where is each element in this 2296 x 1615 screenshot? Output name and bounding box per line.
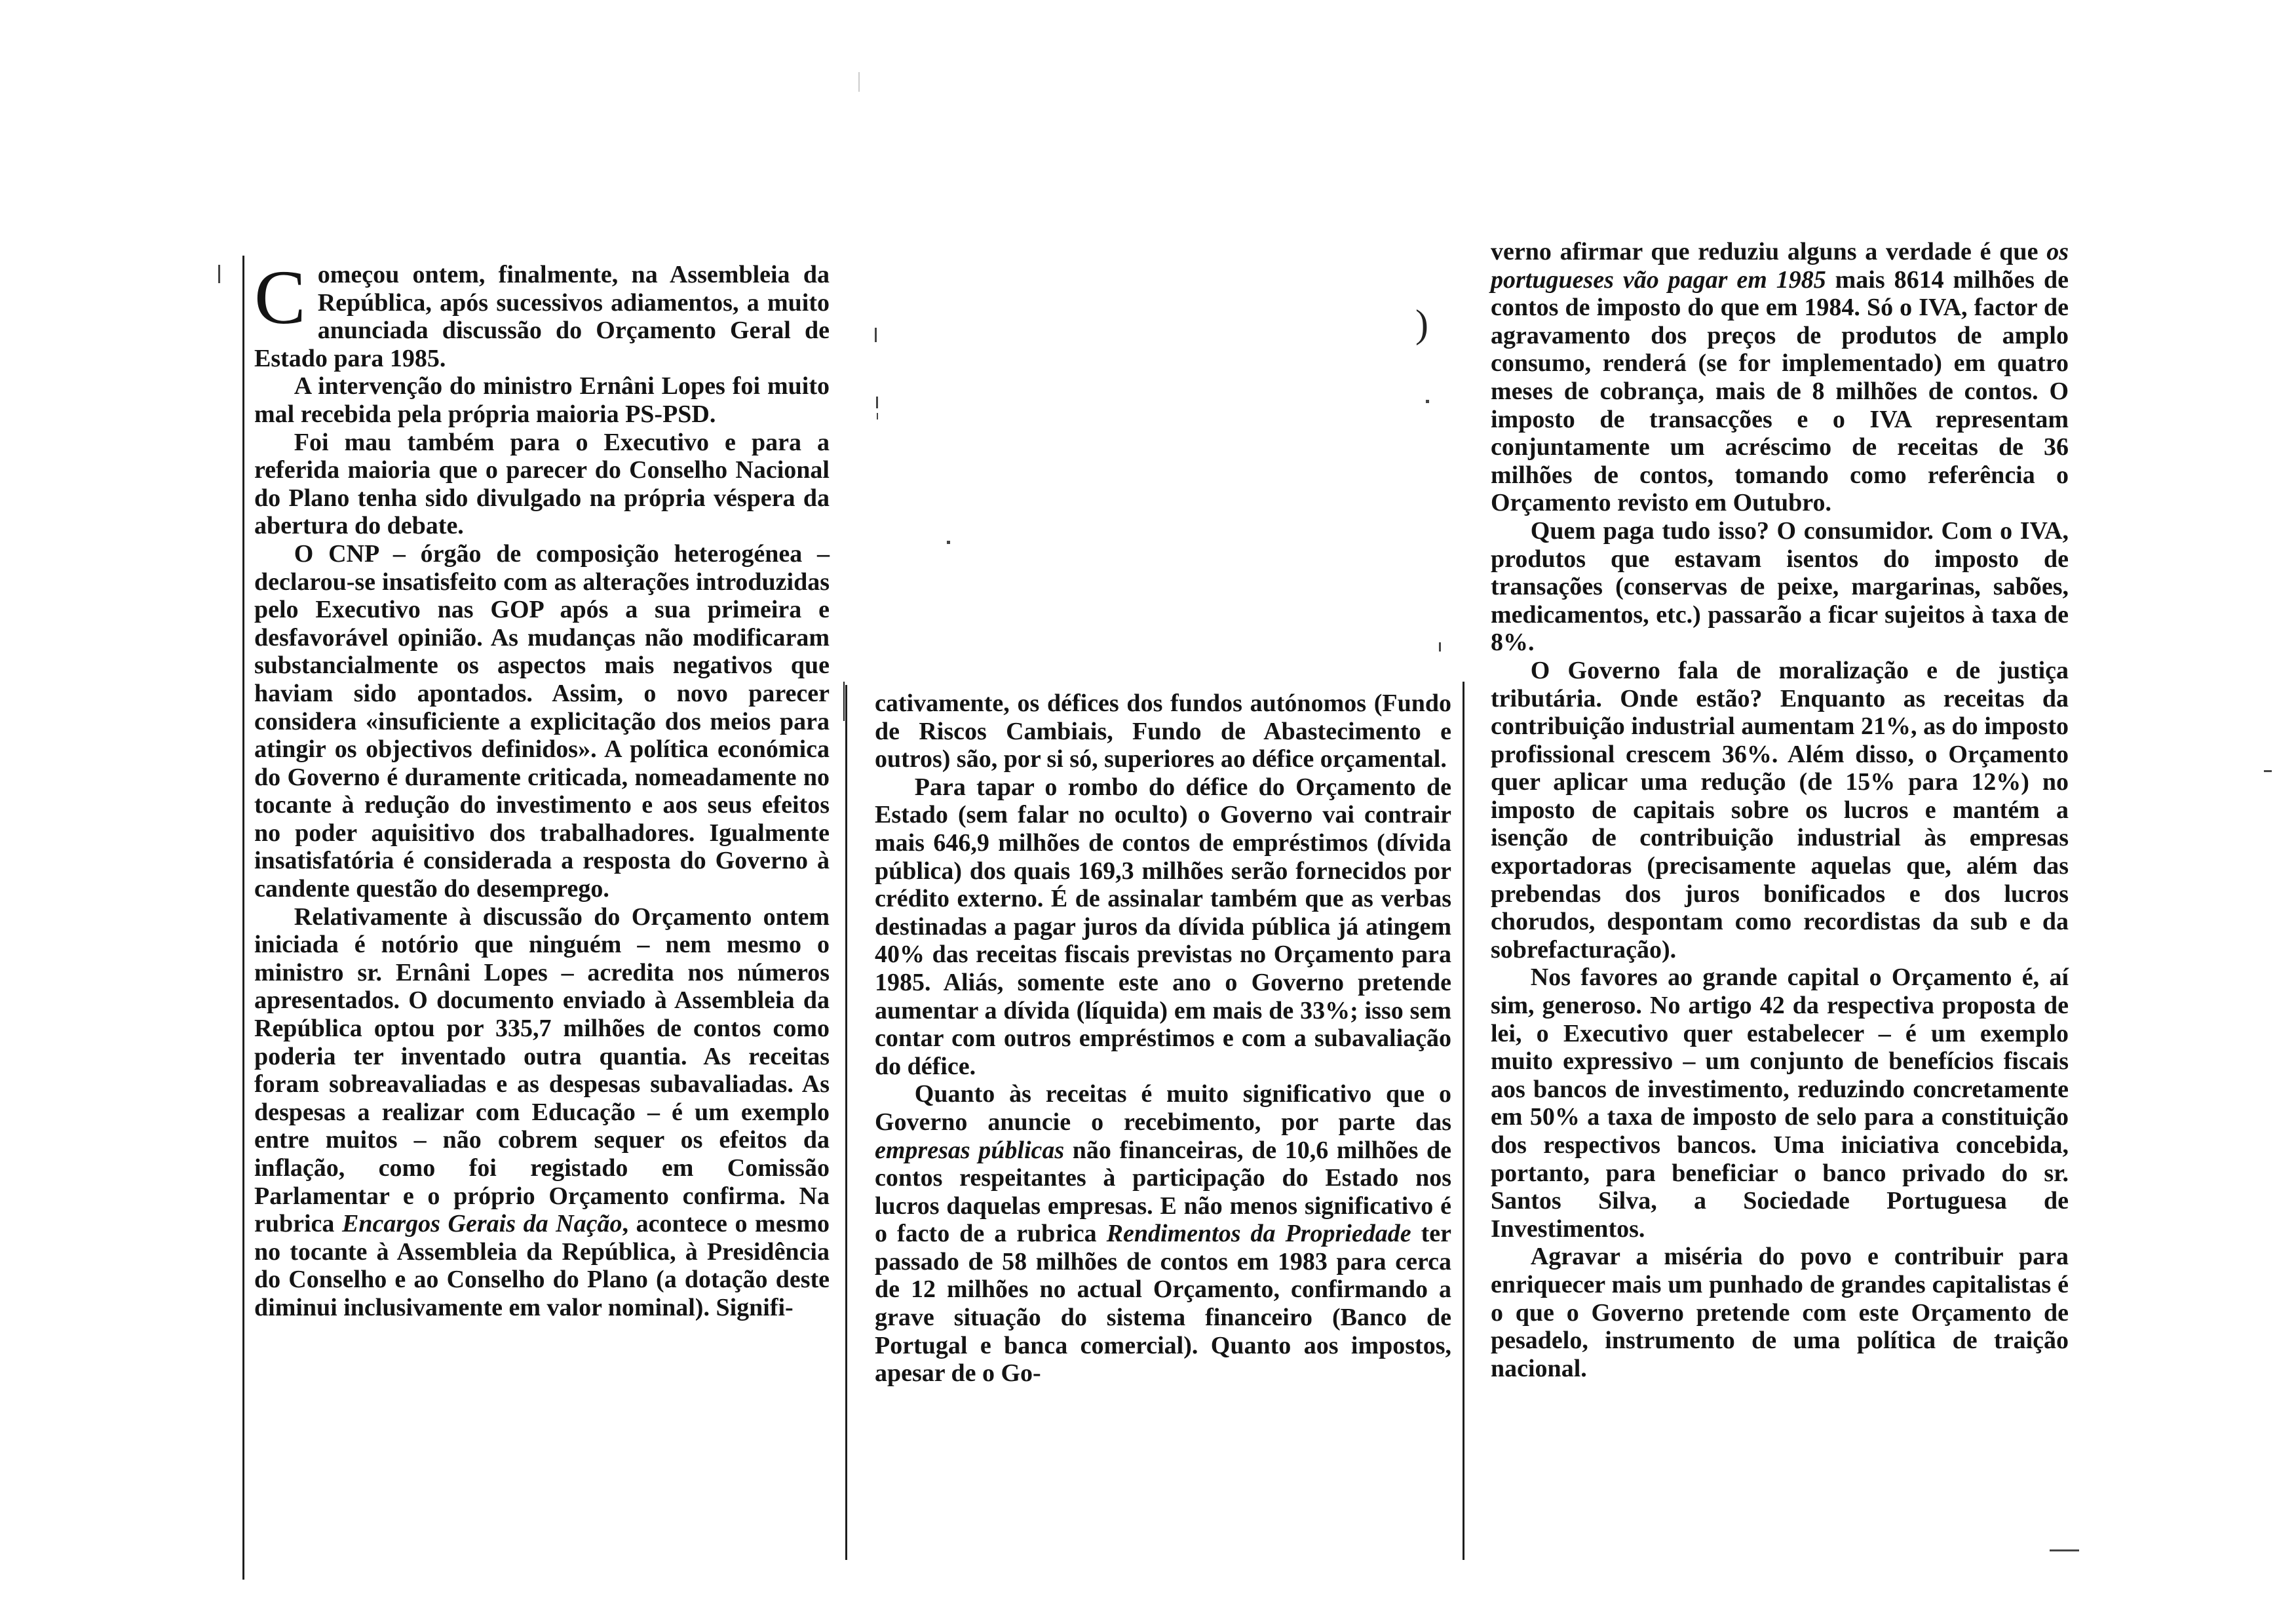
scan-mark [2050, 1549, 2079, 1551]
paragraph: O CNP – órgão de composição heterogénea – declarou-se insatisfeito com as alterações introduzidas pelo Executivo nas GOP após a sua primeira e desfavorável opinião. As mudanças não modificaram substancialmente os aspectos mais negativos que haviam sido apontados. Assim, o novo parecer considera «insuficiente a explicitação dos meios para atingir os objectivos definidos». A política económica do Governo é duramente criticada, nomeadamente no tocante à redução do investimento e aos seus efeitos no poder aquisitivo dos trabalhadores. Igualmente insatisfatória é considerada a resposta do Governo à candente questão do desemprego. [254, 539, 830, 903]
scan-mark [1439, 642, 1441, 652]
paragraph: Para tapar o rombo do défice do Orçamento de Estado (sem falar no oculto) o Governo vai contrair mais 646,9 milhões de contos de empréstimos (dívida pública) dos quais 169,3 milhões serão fornecidos por crédito externo. É de assinalar também que as verbas destinadas a pagar juros da dívida pública já atingem 40% das receitas fiscais previstas no Orçamento para 1985. Aliás, somente este ano o Governo pretende aumentar a dívida (líquida) em mais de 33%; isso sem contar com outros empréstimos e com a subavaliação do défice. [875, 773, 1451, 1080]
scan-mark [877, 413, 878, 419]
paragraph: Começou ontem, finalmente, na Assembleia da República, após sucessivos adiamentos, a muito anunciada discussão do Orçamento Geral de Estado para 1985. [254, 254, 830, 372]
column-rule-mid-short [843, 682, 845, 721]
article-column-1 [254, 254, 830, 1322]
paragraph: Relativamente à discussão do Orçamento ontem iniciada é notório que ninguém – nem mesmo o ministro sr. Ernâni Lopes – acredita nos números apresentados. O documento enviado à Assembleia da República optou por 335,7 milhões de contos como poderia ter inventado outra quantia. As receitas foram sobreavaliadas e as despesas subavaliadas. As despesas a realizar com Educação – é um exemplo entre muitos – não cobrem sequer os efeitos da inflação, como foi registado em Comissão Parlamentar e o próprio Orçamento confirma. Na rubrica Encargos Gerais da Nação, acontece o mesmo no tocante à Assembleia da República, à Presidência do Conselho e ao Conselho do Plano (a dotação deste diminui inclusivamente em valor nominal). Signifi- [254, 903, 830, 1321]
scan-mark [1426, 400, 1429, 403]
paragraph: verno afirmar que reduziu alguns a verdade é que os portugueses vão pagar em 1985 mais 8614 milhões de contos de imposto do que em 1984. Só o IVA, factor de agravamento dos preços de produtos de amplo consumo, renderá (se for implementado) em quatro meses de cobrança, mais de 8 milhões de contos. O imposto de transacções e o IVA representam conjuntamente um acréscimo de receitas de 36 milhões de contos, tomando como referência o Orçamento revisto em Outubro. [1491, 238, 2069, 517]
article-column-2 [875, 690, 1451, 1388]
article-column-3 [1491, 238, 2069, 1382]
column-rule-right [1463, 682, 1464, 1560]
paragraph: Nos favores ao grande capital o Orçamento é, aí sim, generoso. No artigo 42 da respectiva proposta de lei, o Executivo quer estabelecer – é um exemplo muito expressivo – um conjunto de benefícios fiscais aos bancos de investimento, reduzindo concretamente em 50% a taxa de imposto de selo para a constituição dos respectivos bancos. Uma iniciativa concebida, portanto, para beneficiar o banco privado do sr. Santos Silva, a Sociedade Portuguesa de Investimentos. [1491, 963, 2069, 1243]
scan-mark [858, 72, 860, 92]
scan-mark [876, 397, 878, 408]
paragraph: Agravar a miséria do povo e contribuir para enriquecer mais um punhado de grandes capitalistas é o que o Governo pretende com este Orçamento de pesadelo, instrumento de uma política de traição nacional. [1491, 1243, 2069, 1382]
paragraph: Quanto às receitas é muito significativo que o Governo anuncie o recebimento, por parte das empresas públicas não financeiras, de 10,6 milhões de contos respeitantes à participação do Estado nos lucros daquelas empresas. E não menos significativo é o facto de a rubrica Rendimentos da Propriedade ter passado de 58 milhões de contos em 1983 para cerca de 12 milhões no actual Orçamento, confirmando a grave situação do sistema financeiro (Banco de Portugal e banca comercial). Quanto aos impostos, apesar de o Go- [875, 1080, 1451, 1388]
column-rule-left [242, 256, 244, 1580]
scan-mark [875, 328, 877, 342]
drop-cap: C [254, 254, 306, 340]
paragraph: Foi mau também para o Executivo e para a referida maioria que o parecer do Conselho Nacional do Plano tenha sido divulgado na própria véspera da abertura do debate. [254, 428, 830, 540]
paragraph: cativamente, os défices dos fundos autónomos (Fundo de Riscos Cambiais, Fundo de Abastecimento e outros) são, por si só, superiores ao défice orçamental. [875, 690, 1451, 773]
scan-mark [947, 541, 950, 544]
scan-mark [2264, 770, 2272, 772]
paragraph: O Governo fala de moralização e de justiça tributária. Onde estão? Enquanto as receitas da contribuição industrial aumentam 21%, as do imposto profissional crescem 36%. Além disso, o Orçamento quer aplicar uma redução (de 15% para 12%) no imposto de capitais sobre os lucros e mantém a isenção de contribuição industrial às empresas exportadoras (precisamente aquelas que, além das prebendas dos juros bonificados e dos lucros chorudos, despontam como recordistas da sub e da sobrefacturação). [1491, 656, 2069, 963]
scan-bracket: ) [1415, 302, 1428, 345]
paragraph: Quem paga tudo isso? O consumidor. Com o IVA, produtos que estavam isentos do imposto de transações (conservas de peixe, margarinas, sabões, medicamentos, etc.) passarão a ficar sujeitos à taxa de 8%. [1491, 516, 2069, 657]
scan-mark [218, 265, 220, 283]
column-rule-middle [845, 685, 847, 1560]
paragraph: A intervenção do ministro Ernâni Lopes foi muito mal recebida pela própria maioria PS-PSD. [254, 372, 830, 428]
